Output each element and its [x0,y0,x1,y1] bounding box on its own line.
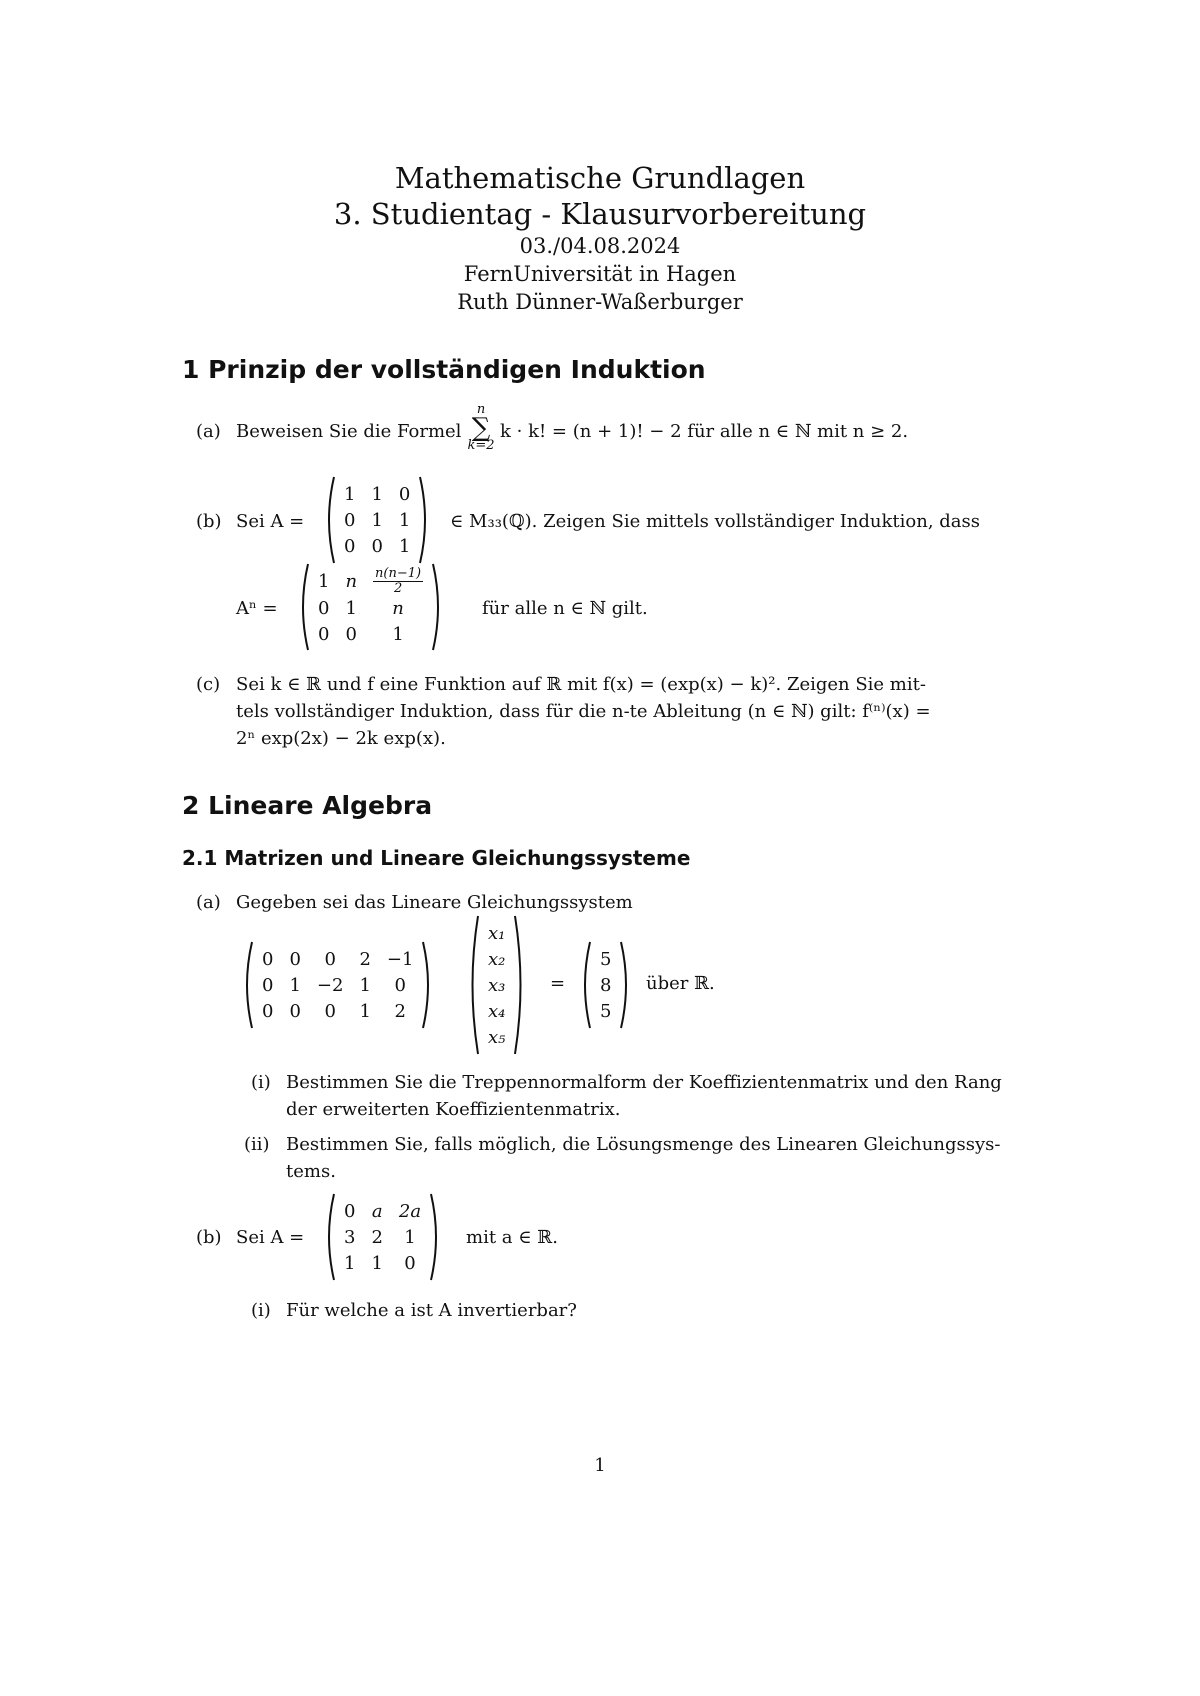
matrix-row [254,972,421,998]
item-2a-ii-line2: tems. [286,1161,336,1182]
matrix-cell: 0 [344,535,356,557]
right-paren-icon [421,940,435,1030]
item-1b-text-after: ∈ M₃₃(ℚ). Zeigen Sie mittels vollständiger Induktion, dass [450,511,981,532]
item-2b-i-label: (i) [251,1300,271,1321]
over-field-text: über ℝ. [646,973,715,994]
matrix-row [336,533,418,559]
matrix-cell: x₁ [488,922,506,944]
matrix-A-parametric-table [336,1198,429,1276]
matrix-An-table [310,567,431,648]
item-1a-text-after: k · k! = (n + 1)! − 2 für alle n ∈ ℕ mit n ≥ 2. [500,421,909,442]
item-2a-i-line1: Bestimmen Sie die Treppennormalform der Koeffizientenmatrix und den Rang [286,1072,1002,1093]
matrix-cell: 0 [344,1200,356,1222]
item-1c-line1: Sei k ∈ ℝ und f eine Funktion auf ℝ mit f(x) = (exp(x) − k)². Zeigen Sie mit- [236,674,926,695]
matrix-cell: 1 [404,1226,416,1248]
matrix-row [480,1024,513,1050]
matrix-cell [365,567,431,596]
matrix-cell: 3 [344,1226,356,1248]
matrix-cell: 0 [318,624,330,645]
title-block [0,160,1200,316]
matrix-cell: n [392,598,404,619]
left-paren-icon [466,914,480,1056]
matrix-A [322,475,432,565]
matrix-cell: 1 [344,483,356,505]
item-2b-i-text: Für welche a ist A invertierbar? [286,1300,577,1321]
rhs-vector-table [592,946,619,1024]
matrix-cell: 1 [392,624,404,645]
rhs-vector [578,940,633,1030]
coefficient-matrix-table [254,946,421,1024]
left-paren-icon [240,940,254,1030]
document-title: Mathematische Grundlagen [394,161,806,195]
matrix-cell: 0 [289,1000,301,1022]
sum-upper-limit: n [476,402,486,417]
matrix-cell: 1 [371,509,383,531]
matrix-row [592,946,619,972]
matrix-cell: 1 [318,570,330,592]
sum-lower-limit: k=2 [467,438,495,453]
matrix-cell: 1 [371,483,383,505]
matrix-cell: 2 [359,948,371,970]
item-1a-text-before: Beweisen Sie die Formel [236,421,462,442]
section-2-heading: 2 Lineare Algebra [182,791,433,820]
left-paren-icon [578,940,592,1030]
matrix-cell: 1 [371,1252,383,1274]
matrix-cell: 1 [359,974,371,996]
matrix-row [254,946,421,972]
left-paren-icon [322,1192,336,1282]
right-paren-icon [513,914,527,1056]
matrix-cell: 5 [600,948,612,970]
matrix-row [336,1250,429,1276]
matrix-row [336,481,418,507]
page-number: 1 [594,1455,606,1476]
matrix-row [480,920,513,946]
matrix-cell: 1 [398,535,411,557]
item-1b-lhs2: Aⁿ = [236,598,278,619]
item-2b-after: mit a ∈ ℝ. [466,1227,558,1248]
item-1b-lhs: Sei A = [236,511,305,532]
item-2b-label: (b) [196,1227,222,1248]
matrix-cell: 1 [398,509,411,531]
matrix-row [480,998,513,1024]
item-2a-i-label: (i) [251,1072,271,1093]
matrix-cell: a [371,1200,383,1222]
matrix-cell: −1 [386,948,414,970]
item-1c-line3: 2ⁿ exp(2x) − 2k exp(x). [236,728,446,749]
document-subtitle: 3. Studientag - Klausurvorbereitung [333,197,867,231]
matrix-row [592,972,619,998]
subsection-2-1-heading: 2.1 Matrizen und Lineare Gleichungssysteme [182,846,691,870]
left-paren-icon [296,562,310,652]
matrix-cell: 0 [289,948,301,970]
institution: FernUniversität in Hagen [463,262,737,286]
item-1b-text-after2: für alle n ∈ ℕ gilt. [482,598,648,619]
matrix-cell: −2 [316,974,344,996]
matrix-row [254,998,421,1024]
variable-vector [466,914,527,1056]
sigma-symbol: ∑ [471,413,491,443]
coefficient-matrix [240,940,435,1030]
left-paren-icon [322,475,336,565]
matrix-row [480,972,513,998]
matrix-cell: 0 [262,1000,274,1022]
matrix-A-power-n [296,562,445,652]
fraction [373,567,423,596]
matrix-row [480,946,513,972]
author: Ruth Dünner-Waßerburger [457,290,743,314]
matrix-row [336,507,418,533]
matrix-cell: x₅ [488,1026,506,1048]
right-paren-icon [431,562,445,652]
fraction-denominator: 2 [393,580,403,596]
matrix-cell: 5 [600,1000,612,1022]
document-date: 03./04.08.2024 [519,234,681,258]
matrix-cell: 0 [262,974,274,996]
item-1c-line2: tels vollständiger Induktion, dass für die n-te Ableitung (n ∈ ℕ) gilt: f⁽ⁿ⁾(x) = [236,701,931,722]
matrix-row [592,998,619,1024]
matrix-cell: 0 [318,598,330,619]
item-2a-ii-line1: Bestimmen Sie, falls möglich, die Lösungsmenge des Linearen Gleichungssys- [286,1134,1001,1155]
matrix-cell: 2a [398,1200,422,1222]
matrix-cell: 2 [371,1226,383,1248]
matrix-row [310,596,431,622]
section-1-heading: 1 Prinzip der vollständigen Induktion [182,355,706,384]
matrix-row [336,1198,429,1224]
matrix-cell: 0 [394,974,406,996]
matrix-cell: n [345,570,358,592]
fraction-numerator: n(n−1) [375,565,422,581]
matrix-row [310,622,431,648]
matrix-cell: 1 [359,1000,371,1022]
matrix-cell: x₂ [488,948,506,970]
item-2a-text: Gegeben sei das Lineare Gleichungssystem [236,892,633,913]
matrix-cell: 1 [289,974,301,996]
matrix-cell: 0 [345,624,357,645]
equals-sign: = [550,973,566,994]
matrix-row [336,1224,429,1250]
matrix-cell: 0 [371,535,383,557]
matrix-cell: 2 [394,1000,406,1022]
right-paren-icon [619,940,633,1030]
matrix-row [310,567,431,596]
matrix-cell: 0 [262,948,274,970]
item-1b-label: (b) [196,511,222,532]
item-2a-label: (a) [196,892,221,913]
matrix-cell: x₄ [488,1000,506,1022]
matrix-cell: 0 [324,1000,336,1022]
item-2a-ii-label: (ii) [244,1134,270,1155]
matrix-cell: x₃ [488,974,506,996]
item-2b-lhs: Sei A = [236,1227,305,1248]
variable-vector-table [480,920,513,1050]
matrix-A-table [336,481,418,559]
matrix-cell: 1 [344,1252,356,1274]
sum-operator [466,403,496,453]
right-paren-icon [429,1192,443,1282]
matrix-A-parametric [322,1192,443,1282]
matrix-cell: 0 [404,1252,416,1274]
matrix-cell: 0 [344,509,356,531]
item-2a-i-line2: der erweiterten Koeffizientenmatrix. [286,1099,621,1120]
right-paren-icon [418,475,432,565]
matrix-cell: 0 [324,948,336,970]
item-1a-label: (a) [196,421,221,442]
matrix-cell: 8 [600,974,612,996]
item-1c-label: (c) [196,674,221,695]
matrix-cell: 0 [398,483,411,505]
matrix-cell: 1 [345,598,357,619]
